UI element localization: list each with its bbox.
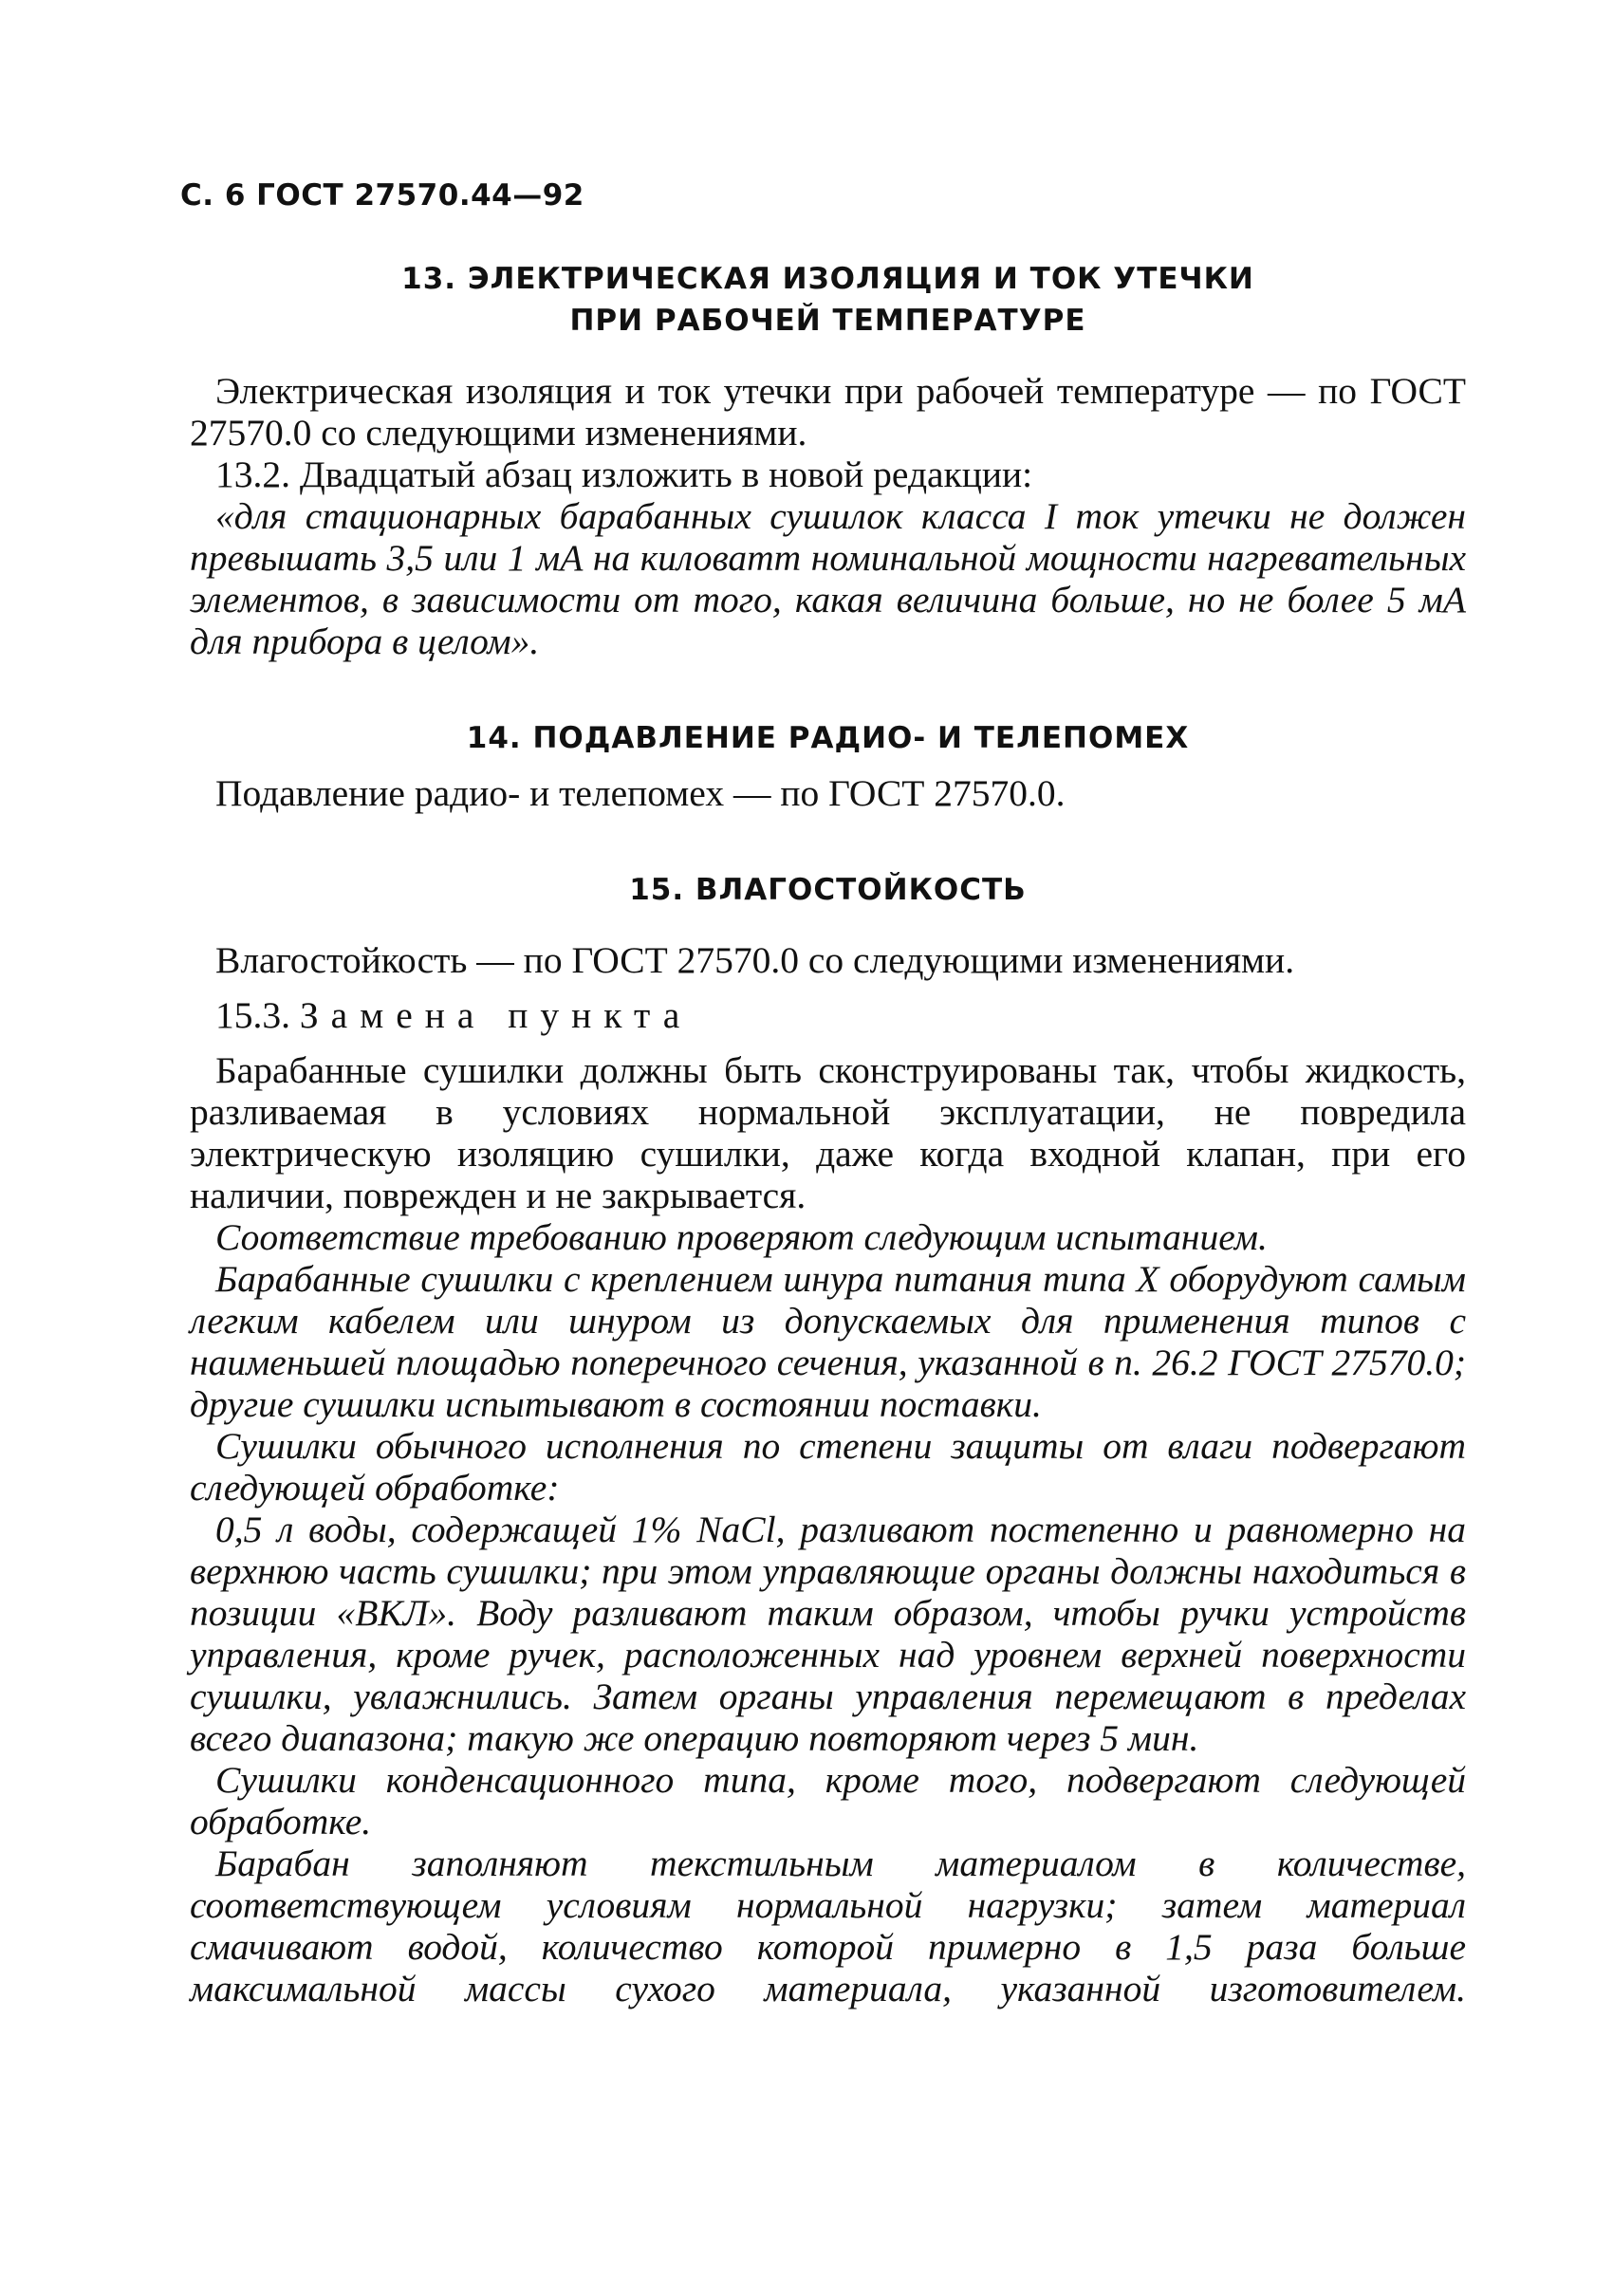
section-13-heading-line-2: ПРИ РАБОЧЕЙ ТЕМПЕРАТУРЕ <box>569 304 1086 338</box>
running-head: С. 6 ГОСТ 27570.44—92 <box>180 178 584 213</box>
section-15-intro: Влагостойкость — по ГОСТ 27570.0 со следующими изменениями. <box>215 939 1295 981</box>
section-15-paragraph-4: Сушилки обычного исполнения по степени защиты от влаги подвергают следующей обработке: <box>190 1425 1466 1509</box>
section-15-paragraph-1: Барабанные сушилки должны быть сконструированы так, чтобы жидкость, разливаемая в условиях нормальной эксплуатации, не повредила электрическую изоляцию сушилки, даже когда входной клапан, при его наличии, поврежден и не закрывается. <box>190 1049 1466 1216</box>
section-13-quote: «для стационарных барабанных сушилок класса I ток утечки не должен превышать 3,5 или 1 мА на киловатт номинальной мощности нагревательных элементов, в зависимости от того, какая величина больше, но не более 5 мА для прибора в целом». <box>190 495 1466 662</box>
section-13-item-13-2: 13.2. Двадцатый абзац изложить в новой редакции: <box>215 454 1033 495</box>
section-15-paragraph-7: Барабан заполняют текстильным материалом в количестве, соответствующем условиям нормальной нагрузки; затем материал смачивают водой, количество которой примерно в 1,5 раза больше максимальной массы сухого материала, указанной изготовителем. <box>190 1842 1466 2009</box>
section-15-item-15-3 <box>190 994 1466 1036</box>
section-15-paragraph-2: Соответствие требованию проверяют следующим испытанием. <box>215 1216 1268 1258</box>
section-15-heading: 15. ВЛАГОСТОЙКОСТЬ <box>629 873 1027 907</box>
section-14-text: Подавление радио- и телепомех — по ГОСТ 27570.0. <box>215 772 1066 814</box>
section-13-heading-line-1: 13. ЭЛЕКТРИЧЕСКАЯ ИЗОЛЯЦИЯ И ТОК УТЕЧКИ <box>401 262 1254 296</box>
item-number: 15.3. <box>215 994 290 1036</box>
item-label: Замена пункта <box>299 994 693 1036</box>
section-15-paragraph-6: Сушилки конденсационного типа, кроме того, подвергают следующей обработке. <box>190 1759 1466 1842</box>
section-15-paragraph-5: 0,5 л воды, содержащей 1% NaCl, разливают постепенно и равномерно на верхнюю часть сушилки; при этом управляющие органы должны находиться в позиции «ВКЛ». Воду разливают таким образом, чтобы ручки устройств управления, кроме ручек, расположенных над уровнем верхней поверхности сушилки, увлажнились. Затем органы управления перемещают в пределах всего диапазона; такую же операцию повторяют через 5 мин. <box>190 1509 1466 1759</box>
section-14-heading: 14. ПОДАВЛЕНИЕ РАДИО- И ТЕЛЕПОМЕХ <box>466 721 1190 755</box>
section-13-intro: Электрическая изоляция и ток утечки при рабочей температуре — по ГОСТ 27570.0 со следующими изменениями. <box>190 370 1466 454</box>
page-body <box>190 258 1466 2009</box>
section-13-heading <box>190 258 1466 342</box>
section-15-paragraph-3: Барабанные сушилки с креплением шнура питания типа X оборудуют самым легким кабелем или шнуром из допускаемых для применения типов с наименьшей площадью поперечного сечения, указанной в п. 26.2 ГОСТ 27570.0; другие сушилки испытывают в состоянии поставки. <box>190 1258 1466 1425</box>
